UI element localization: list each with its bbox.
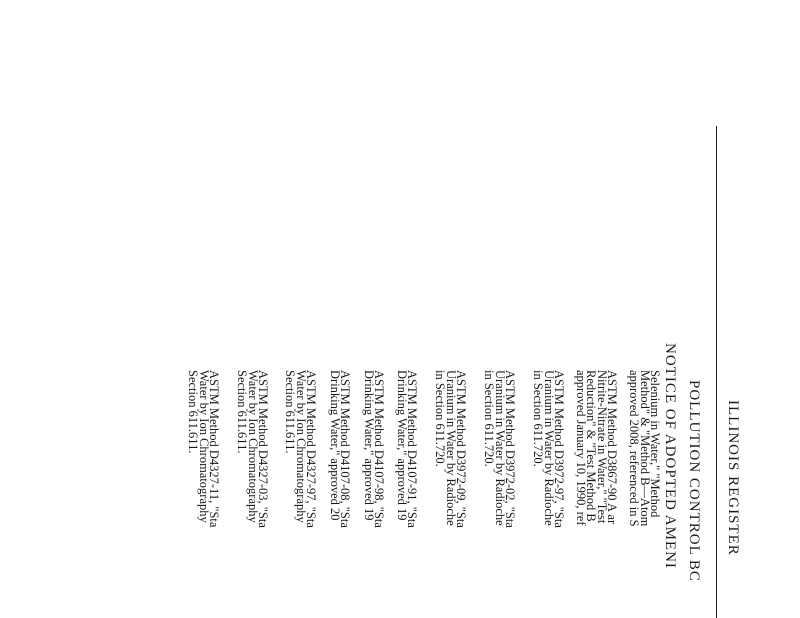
register-title: ILLINOIS REGISTER	[725, 400, 741, 556]
entry-d4327-97	[285, 370, 316, 618]
entry-line: Uranium in Water by Radioche	[492, 370, 507, 526]
entry-line: ASTM Method D3972-02, "Sta	[503, 370, 517, 528]
entry-line: Nitrite-Nitrate in Water," "Test	[594, 370, 609, 524]
entry-selenium	[629, 370, 660, 618]
header-rule	[716, 126, 717, 618]
entry-line: approved 2008, referenced in S	[627, 370, 642, 527]
entry-line: Section 611.611.	[235, 370, 250, 454]
entry-d3867-90	[575, 370, 617, 618]
entry-d4107-91	[396, 370, 417, 618]
entry-line: ASTM Method D4107-98, "Sta	[372, 370, 386, 528]
entry-d4107-98	[363, 370, 384, 618]
entry-line: Selenium in Water," "Method	[648, 370, 662, 518]
entry-line: ASTM Method D3972-97, "Sta	[552, 370, 566, 528]
entry-line: ASTM Method D4327-97, "Sta	[304, 370, 318, 528]
entry-line: Uranium in Water by Radioche	[443, 370, 458, 526]
entry-line: Water by Ion Chromatography	[196, 370, 211, 523]
entry-line: Uranium in Water by Radioche	[541, 370, 556, 526]
entry-d3972-09	[435, 370, 466, 618]
entry-line: Drinking Water," approved 19	[394, 370, 409, 521]
entry-line: Section 611.611.	[283, 370, 298, 454]
entry-line: ASTM Method D3972-09, "Sta	[454, 370, 468, 528]
entry-d3972-97	[533, 370, 564, 618]
entry-line: Drinking Water," approved 19	[361, 370, 376, 521]
board-title: POLLUTION CONTROL BC	[686, 380, 702, 582]
entry-line: Water by Ion Chromatography	[293, 370, 308, 523]
entry-line: in Section 611.720.	[433, 370, 448, 467]
entry-line: ASTM Method D4327-11, "Sta	[207, 370, 221, 528]
entry-line: ASTM Method D3867-90 A ar	[605, 370, 619, 525]
entry-d4107-08	[329, 370, 350, 618]
entry-line: ASTM Method D4107-91, "Sta	[405, 370, 419, 528]
entry-line: Method" & "Method B—Atom	[637, 370, 652, 527]
entry-line: in Section 611.720.	[482, 370, 497, 467]
entry-line: Drinking Water," approved 20	[327, 370, 342, 521]
notice-title: NOTICE OF ADOPTED AMENI	[662, 343, 678, 569]
entry-line: ASTM Method D4327-03, "Sta	[256, 370, 270, 528]
rotated-document-sheet	[80, 0, 800, 618]
entry-line: Water by Ion Chromatography	[245, 370, 260, 523]
entry-d4327-03	[237, 370, 268, 618]
entry-line: Reduction" & "Test Method B	[584, 370, 599, 522]
entry-line: Section 611.611.	[186, 370, 201, 454]
entry-line: ASTM Method D4107-08, "Sta	[338, 370, 352, 528]
entry-line: in Section 611.720.	[531, 370, 546, 467]
entry-line: approved January 10, 1990, ref	[573, 370, 588, 526]
entry-d4327-11	[188, 370, 219, 618]
entry-d3972-02	[484, 370, 515, 618]
